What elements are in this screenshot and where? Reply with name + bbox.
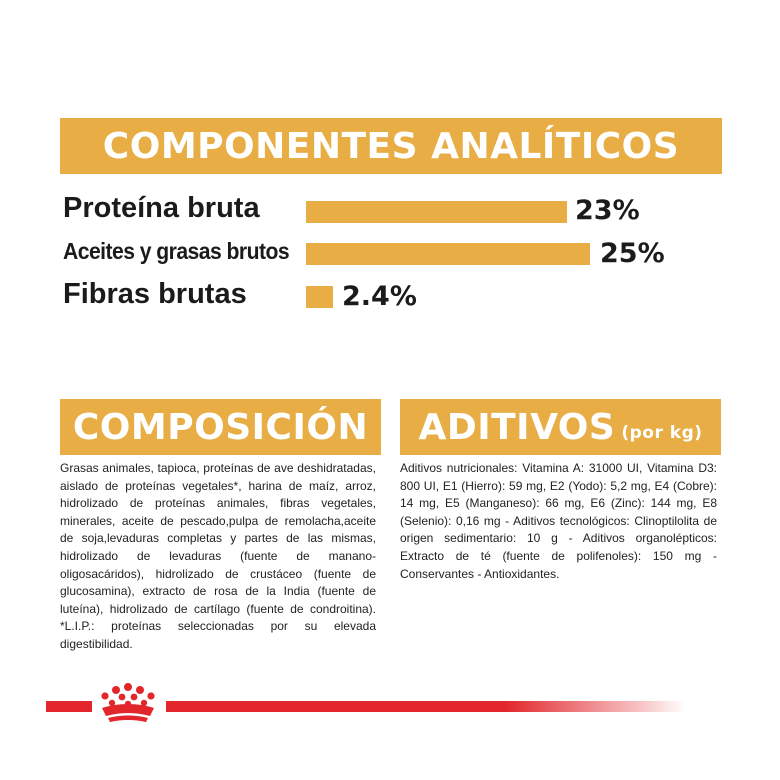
row-value-proteina: 23%	[575, 195, 640, 226]
analiticos-title: COMPONENTES ANALÍTICOS	[102, 125, 680, 167]
aditivos-banner	[400, 399, 721, 455]
bar-aceites	[306, 243, 590, 265]
row-value-fibras: 2.4%	[342, 281, 417, 312]
analiticos-banner	[60, 118, 722, 174]
row-label-proteina: Proteína bruta	[63, 192, 260, 224]
aditivos-title: ADITIVOS	[418, 406, 616, 448]
composicion-banner	[60, 399, 381, 455]
row-value-aceites: 25%	[600, 238, 665, 269]
bar-fibras	[306, 286, 333, 308]
aditivos-subtitle: (por kg)	[621, 423, 703, 443]
aditivos-text: Aditivos nutricionales: Vitamina A: 31000 UI, Vitamina D3: 800 UI, E1 (Hierro): 59 mg, E2 (Yodo): 5,2 mg, E4 (Cobre): 14 mg, E5 (Manganeso): 66 mg, E6 (Zinc): 144 mg, E8 (Selenio): 0,16 mg - Aditivos tecnológicos: Clinoptilolita de origen sedimentario: 10 g - Aditivos organolépticos: Extracto de té (fuente de polifenoles): 150 mg - Conservantes - Antioxidantes.	[400, 461, 717, 581]
row-label-aceites: Aceites y grasas brutos	[63, 238, 290, 264]
row-label-fibras: Fibras brutas	[63, 278, 247, 310]
footer-line-right	[166, 701, 686, 712]
royal-canin-crown-icon	[92, 680, 164, 724]
bar-proteina	[306, 201, 567, 223]
composicion-title: COMPOSICIÓN	[72, 406, 369, 448]
composicion-text: Grasas animales, tapioca, proteínas de ave deshidratadas, aislado de proteínas vegetales*, harina de maíz, arroz, hidrolizado de proteínas animales, fibras vegetales, minerales, aceite de pescado,pulpa de remolacha,aceite de soja,levaduras completas y partes de las mismas, hidrolizado de levaduras (fuente de manano-oligosacáridos), hidrolizado de crustáceo (fuente de glucosamina), extracto de rosa de la India (fuente de luteína), hidrolizado de cartílago (fuente de condroitina). *L.I.P.: proteínas seleccionadas por su elevada digestibilidad.	[60, 461, 376, 651]
